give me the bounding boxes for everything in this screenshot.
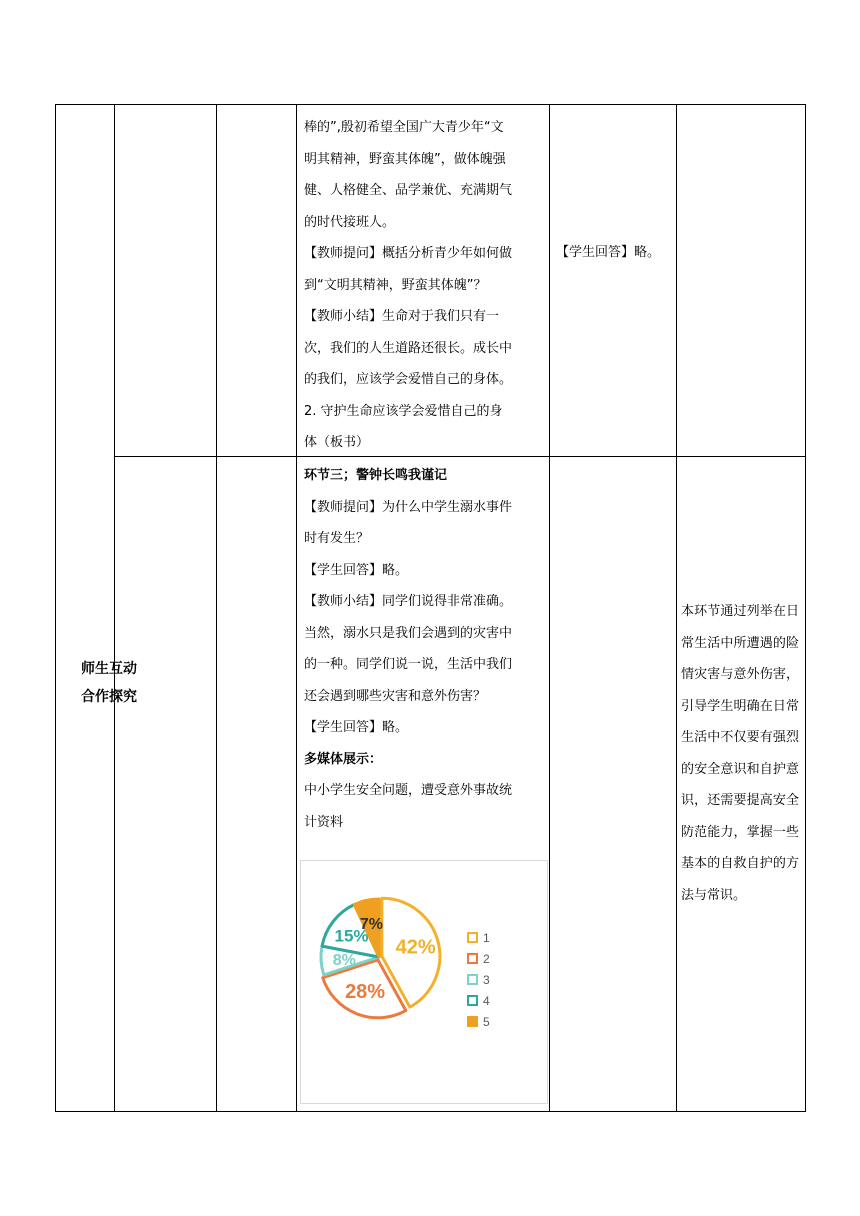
legend-swatch	[468, 954, 477, 963]
media-line: 计资料	[304, 814, 344, 830]
content-line: 【学生回答】略。	[304, 562, 409, 578]
pie-data-label: 15%	[334, 926, 369, 946]
legend-swatch	[468, 996, 477, 1005]
pie-chart-frame	[300, 860, 548, 1104]
content-line: 次，我们的人生道路还很长。成长中	[304, 340, 513, 356]
content-line: 体（板书）	[304, 435, 370, 450]
content-line: 健、人格健全、品学兼优、充满期气	[304, 183, 513, 198]
column-divider	[676, 105, 677, 1111]
legend-label: 5	[483, 1015, 490, 1029]
legend-label: 2	[483, 952, 490, 966]
media-heading: 多媒体展示：	[304, 751, 383, 767]
column-divider	[216, 105, 217, 1111]
section-label	[59, 655, 159, 711]
content-line: 的我们，应该学会爱惜自己的身体。	[304, 372, 513, 387]
content-line: 当然，溺水只是我们会遇到的灾害中	[304, 625, 513, 641]
media-line: 中小学生安全问题，遭受意外事故统	[304, 783, 513, 798]
content-line: 【教师小结】同学们说得非常准确。	[304, 594, 513, 609]
content-line: 棒的”,殷初希望全国广大青少年“文	[304, 120, 504, 135]
pie-data-label: 42%	[395, 936, 436, 959]
column-divider	[114, 105, 115, 1111]
content-line: 到“文明其精神，野蛮其体魄”？	[304, 277, 487, 293]
legend-label: 3	[483, 973, 490, 987]
legend-label: 1	[483, 931, 490, 945]
design-intent: 本环节通过列举在日常生活中所遭遇的险情灾害与意外伤害，引导学生明确在日常生活中不仅要有强烈的安全意识和自护意识，还需要提高安全防范能力，掌握一些基本的自救自护的方法与常识。	[681, 604, 799, 903]
legend-swatch	[468, 1017, 477, 1026]
pie-data-label: 28%	[345, 981, 386, 1004]
content-line: 的时代接班人。	[304, 214, 396, 230]
legend-swatch	[468, 975, 477, 984]
pie-data-label: 7%	[359, 916, 383, 934]
legend-label: 4	[483, 994, 490, 1008]
content-line: 明其精神，野蛮其体魄”，做体魄强	[304, 151, 506, 167]
legend-swatch	[468, 933, 477, 942]
row2-content	[304, 460, 544, 838]
pie-chart	[301, 861, 547, 1103]
student-answer-text: 【学生回答】略。	[556, 245, 661, 260]
section-label-line: 合作探究	[81, 689, 137, 705]
content-line: 【教师提问】为什么中学生溺水事件	[304, 499, 513, 515]
content-line: 2. 守护生命应该学会爱惜自己的身	[304, 403, 503, 419]
row1-student-answer	[556, 237, 676, 269]
column-divider	[549, 105, 550, 1111]
row1-content	[304, 112, 544, 459]
section-heading: 环节三；警钟长鸣我谨记	[304, 468, 448, 483]
content-line: 【教师提问】概括分析青少年如何做	[304, 246, 513, 261]
pie-data-label: 8%	[332, 952, 356, 970]
content-line: 的一种。同学们说一说，生活中我们	[304, 657, 513, 672]
content-line: 【教师小结】生命对于我们只有一	[304, 309, 500, 324]
section-label-line: 师生互动	[81, 661, 137, 677]
content-line: 还会遇到哪些灾害和意外伤害？	[304, 688, 487, 704]
content-line: 【学生回答】略。	[304, 720, 409, 735]
column-divider	[296, 105, 297, 1111]
content-line: 时有发生？	[304, 531, 370, 546]
